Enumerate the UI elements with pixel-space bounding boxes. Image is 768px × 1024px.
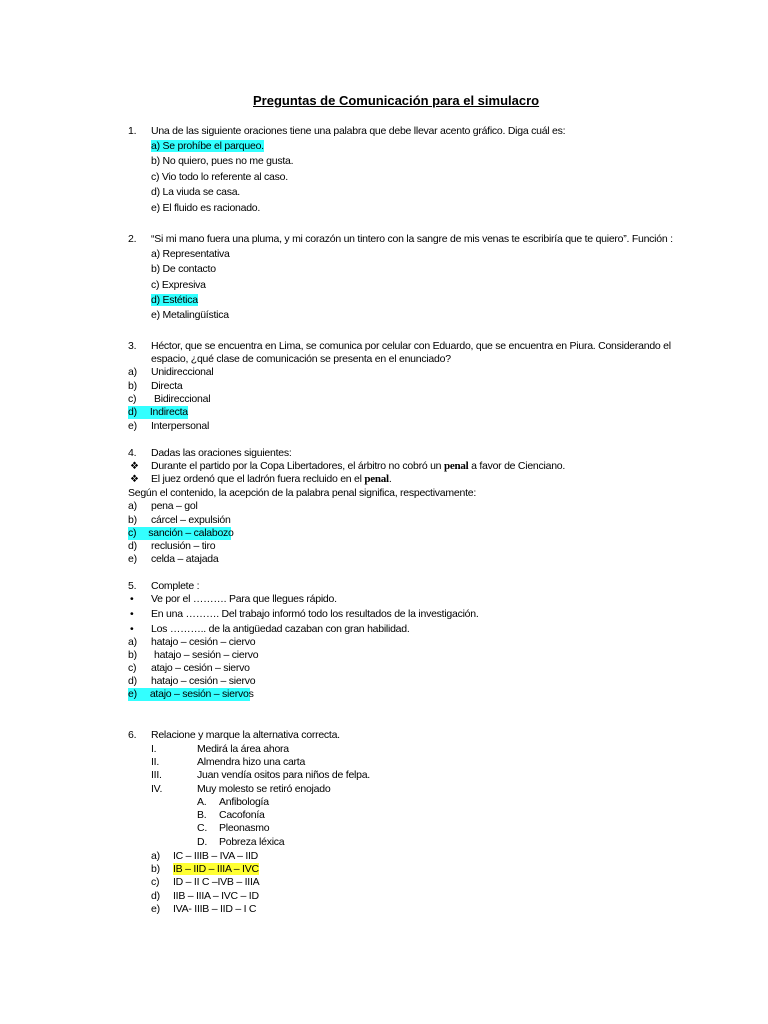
q3-text-line1: Héctor, que se encuentra en Lima, se comunica por celular con Eduardo, que se encuentra en Piura. Considerando el xyxy=(151,340,671,352)
q1-option-b: b) No quiero, pues no me gusta. xyxy=(151,155,294,167)
q4-letter-b: b) xyxy=(128,514,137,526)
q6-option-a: IC – IIIB – IVA – IID xyxy=(173,850,259,862)
q4-question: Según el contenido, la acepción de la palabra penal significa, respectivamente: xyxy=(128,487,476,499)
q1-option-d: d) La viuda se casa. xyxy=(151,186,240,198)
q2-option-e: e) Metalingüística xyxy=(151,309,229,321)
q6-roman-4: IV. xyxy=(151,783,163,795)
q6-sub-item-c: Pleonasmo xyxy=(219,822,270,834)
q2-number: 2. xyxy=(128,233,137,245)
q6-option-c: ID – II C –IVB – IIIA xyxy=(173,876,260,888)
q5-option-d: hatajo – cesión – siervo xyxy=(151,675,256,687)
q3-option-e: Interpersonal xyxy=(151,420,210,432)
q5-bullet-2: En una ………. Del trabajo informó todo los resultados de la investigación. xyxy=(151,608,479,620)
q1-text: Una de las siguiente oraciones tiene una palabra que debe llevar acento gráfico. Diga cuál es: xyxy=(151,125,566,137)
q1-option-a: a) Se prohíbe el parqueo. xyxy=(151,140,264,152)
bullet-icon: • xyxy=(130,593,134,605)
q5-bullet-1: Ve por el ………. Para que llegues rápido. xyxy=(151,593,337,605)
q3-option-a: Unidireccional xyxy=(151,366,214,378)
q4-option-b: cárcel – expulsión xyxy=(151,514,231,526)
q4-letter-c: c) xyxy=(128,527,137,539)
diamond-bullet-icon: ❖ xyxy=(130,474,139,485)
q6-sub-letter-a: A. xyxy=(197,796,207,808)
q6-option-e: IVA- IIIB – IID – I C xyxy=(173,903,257,915)
q5-option-b: hatajo – sesión – ciervo xyxy=(154,649,259,661)
q6-text: Relacione y marque la alternativa correcta. xyxy=(151,729,340,741)
q3-option-d-row xyxy=(128,406,188,419)
q4-text: Dadas las oraciones siguientes: xyxy=(151,447,292,459)
q5-option-c: atajo – cesión – siervo xyxy=(151,662,250,674)
q6-number: 6. xyxy=(128,729,137,741)
q6-letter-b: b) xyxy=(151,863,160,875)
q4-option-c-row xyxy=(128,527,234,540)
q6-sub-item-a: Anfibología xyxy=(219,796,269,808)
q5-option-a: hatajo – cesión – ciervo xyxy=(151,636,256,648)
bullet-icon: • xyxy=(130,623,134,635)
q3-letter-b: b) xyxy=(128,380,137,392)
q5-option-e-row xyxy=(128,688,254,701)
q6-roman-2: II. xyxy=(151,756,160,768)
q4-bullet-2: El juez ordenó que el ladrón fuera recluido en el penal. xyxy=(151,473,392,485)
q5-text: Complete : xyxy=(151,580,200,592)
q6-sentence-1: Medirá la área ahora xyxy=(197,743,289,755)
q3-option-c: Bidireccional xyxy=(154,393,211,405)
q4-option-e: celda – atajada xyxy=(151,553,219,565)
q5-letter-b: b) xyxy=(128,649,137,661)
q6-sentence-2: Almendra hizo una carta xyxy=(197,756,306,768)
q6-letter-a: a) xyxy=(151,850,160,862)
q4-number: 4. xyxy=(128,447,137,459)
q6-sub-item-b: Cacofonía xyxy=(219,809,265,821)
q2-option-c: c) Expresiva xyxy=(151,279,206,291)
diamond-bullet-icon: ❖ xyxy=(130,461,139,472)
q5-letter-a: a) xyxy=(128,636,137,648)
q6-roman-3: III. xyxy=(151,769,162,781)
bullet-icon: • xyxy=(130,608,134,620)
q4-option-c: sanción – calabozo xyxy=(148,527,234,539)
q5-bullet-3: Los ……….. de la antigüedad cazaban con gran habilidad. xyxy=(151,623,410,635)
q6-sub-letter-d: D. xyxy=(197,836,207,848)
q3-text-line2: espacio, ¿qué clase de comunicación se presenta en el enunciado? xyxy=(151,353,451,365)
q3-number: 3. xyxy=(128,340,137,352)
q4-letter-a: a) xyxy=(128,500,137,512)
q1-option-e: e) El fluido es racionado. xyxy=(151,202,261,214)
q1-option-c: c) Vio todo lo referente al caso. xyxy=(151,171,288,183)
q6-sentence-3: Juan vendía ositos para niños de felpa. xyxy=(197,769,370,781)
q3-option-b: Directa xyxy=(151,380,183,392)
q5-letter-d: d) xyxy=(128,675,137,687)
q6-sub-letter-c: C. xyxy=(197,822,207,834)
q5-option-e: atajo – sesión – siervos xyxy=(149,688,254,700)
q3-letter-e: e) xyxy=(128,420,137,432)
q6-option-d: IIB – IIIA – IVC – ID xyxy=(173,890,259,902)
q6-letter-d: d) xyxy=(151,890,160,902)
q6-letter-c: c) xyxy=(151,876,160,888)
q5-letter-c: c) xyxy=(128,662,137,674)
q4-option-a: pena – gol xyxy=(151,500,198,512)
q3-letter-d: d) xyxy=(128,406,137,418)
q4-letter-d: d) xyxy=(128,540,137,552)
q2-option-a: a) Representativa xyxy=(151,248,230,260)
q4-letter-e: e) xyxy=(128,553,137,565)
q5-letter-e: e) xyxy=(128,688,137,700)
q6-sentence-4: Muy molesto se retiró enojado xyxy=(197,783,331,795)
q6-letter-e: e) xyxy=(151,903,160,915)
q4-bullet-1: Durante el partido por la Copa Libertadores, el árbitro no cobró un penal a favor de Cienciano. xyxy=(151,460,566,472)
page-title: Preguntas de Comunicación para el simulacro xyxy=(253,93,540,108)
q5-number: 5. xyxy=(128,580,137,592)
q6-sub-letter-b: B. xyxy=(197,809,207,821)
q3-option-d: Indirecta xyxy=(149,406,188,418)
q3-letter-a: a) xyxy=(128,366,137,378)
q4-option-d: reclusión – tiro xyxy=(151,540,216,552)
q2-option-d: d) Estética xyxy=(151,294,198,306)
q6-sub-item-d: Pobreza léxica xyxy=(219,836,285,848)
q1-number: 1. xyxy=(128,125,137,137)
q6-roman-1: I. xyxy=(151,743,157,755)
q3-letter-c: c) xyxy=(128,393,137,405)
q2-option-b: b) De contacto xyxy=(151,263,216,275)
q2-text: “Si mi mano fuera una pluma, y mi corazón un tintero con la sangre de mis venas te escribiría que te quiero”. Función : xyxy=(151,233,673,245)
q6-option-b: IB – IID – IIIA – IVC xyxy=(173,863,259,875)
